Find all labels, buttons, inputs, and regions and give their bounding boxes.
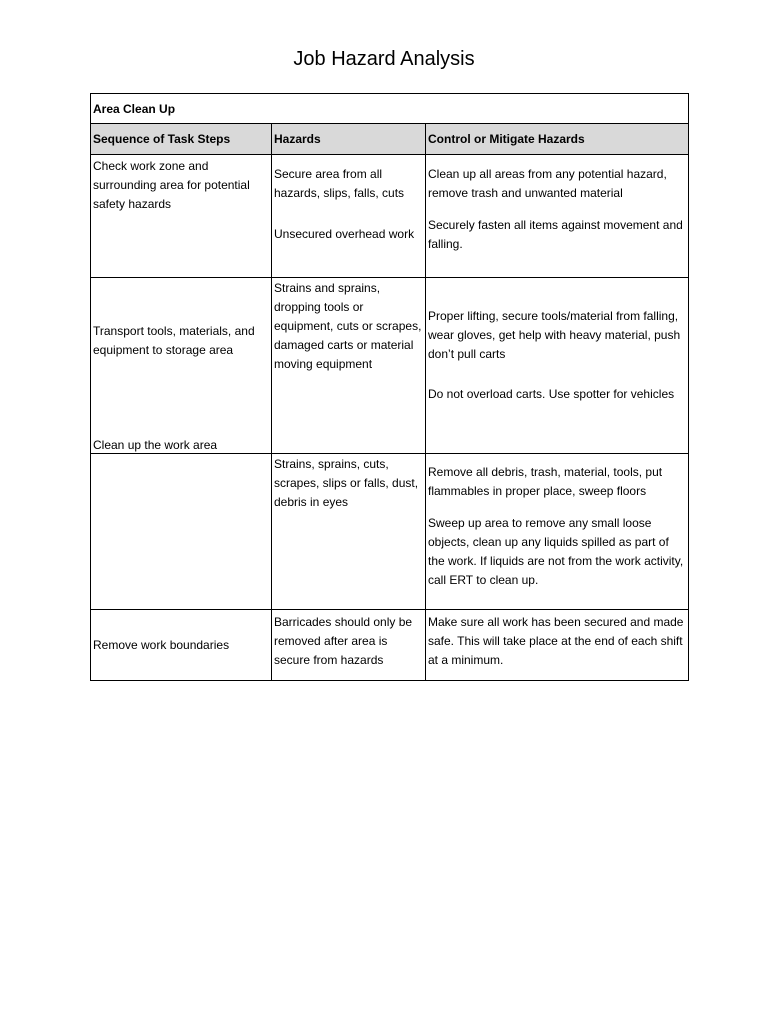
- hazard-text: Secure area from all hazards, slips, falls, cuts: [274, 167, 405, 200]
- table-row: [91, 454, 689, 610]
- document-title: Job Hazard Analysis: [293, 48, 475, 70]
- controls-cell: [426, 454, 689, 610]
- column-header-steps: Sequence of Task Steps: [91, 124, 272, 155]
- task-step-cell: [91, 278, 272, 454]
- task-step-text: Remove work boundaries: [93, 637, 230, 652]
- table-row: [91, 610, 689, 681]
- column-header-hazards: Hazards: [272, 124, 426, 155]
- control-text: Make sure all work has been secured and made safe. This will take place at the end of each shift at a minimum.: [428, 615, 684, 667]
- task-step-text: Clean up the work area: [93, 437, 218, 452]
- table-row: [91, 155, 689, 278]
- section-title: Area Clean Up: [93, 101, 176, 116]
- hazards-cell: [272, 454, 426, 610]
- task-step-cell: [91, 437, 272, 610]
- task-step-text: Transport tools, materials, and equipment to storage area: [93, 323, 255, 357]
- task-step-text: Check work zone and surrounding area for potential safety hazards: [93, 159, 250, 211]
- task-step-cell: [91, 155, 272, 278]
- hazards-cell: [272, 155, 426, 278]
- hazards-cell: [272, 278, 426, 454]
- hazard-analysis-table: [90, 93, 689, 681]
- hazard-text: Barricades should only be removed after area is secure from hazards: [274, 615, 413, 667]
- control-text: Clean up all areas from any potential hazard, remove trash and unwanted material: [428, 167, 667, 200]
- section-row: [91, 94, 689, 124]
- control-text: Proper lifting, secure tools/material from falling, wear gloves, get help with heavy material, push don’t pull carts: [428, 309, 681, 361]
- table-row: [91, 278, 689, 454]
- control-text: Do not overload carts. Use spotter for vehicles: [428, 387, 675, 401]
- hazards-cell: [272, 610, 426, 681]
- controls-cell: [426, 155, 689, 278]
- task-step-cell: [91, 610, 272, 681]
- controls-cell: [426, 610, 689, 681]
- controls-cell: [426, 278, 689, 454]
- control-text: Remove all debris, trash, material, tools, put flammables in proper place, sweep floors: [428, 465, 663, 498]
- header-row: [91, 124, 689, 155]
- control-text: Sweep up area to remove any small loose objects, clean up any liquids spilled as part of the work. If liquids are not from the work activity, call ERT to clean up.: [428, 516, 684, 587]
- hazard-text: Strains and sprains, dropping tools or equipment, cuts or scrapes, damaged carts or material moving equipment: [274, 281, 422, 371]
- section-title-cell: [91, 94, 689, 124]
- column-header-controls: Control or Mitigate Hazards: [426, 124, 689, 155]
- hazard-text: Unsecured overhead work: [274, 227, 415, 241]
- control-text: Securely fasten all items against movement and falling.: [428, 218, 683, 251]
- hazard-text: Strains, sprains, cuts, scrapes, slips or falls, dust, debris in eyes: [274, 457, 419, 509]
